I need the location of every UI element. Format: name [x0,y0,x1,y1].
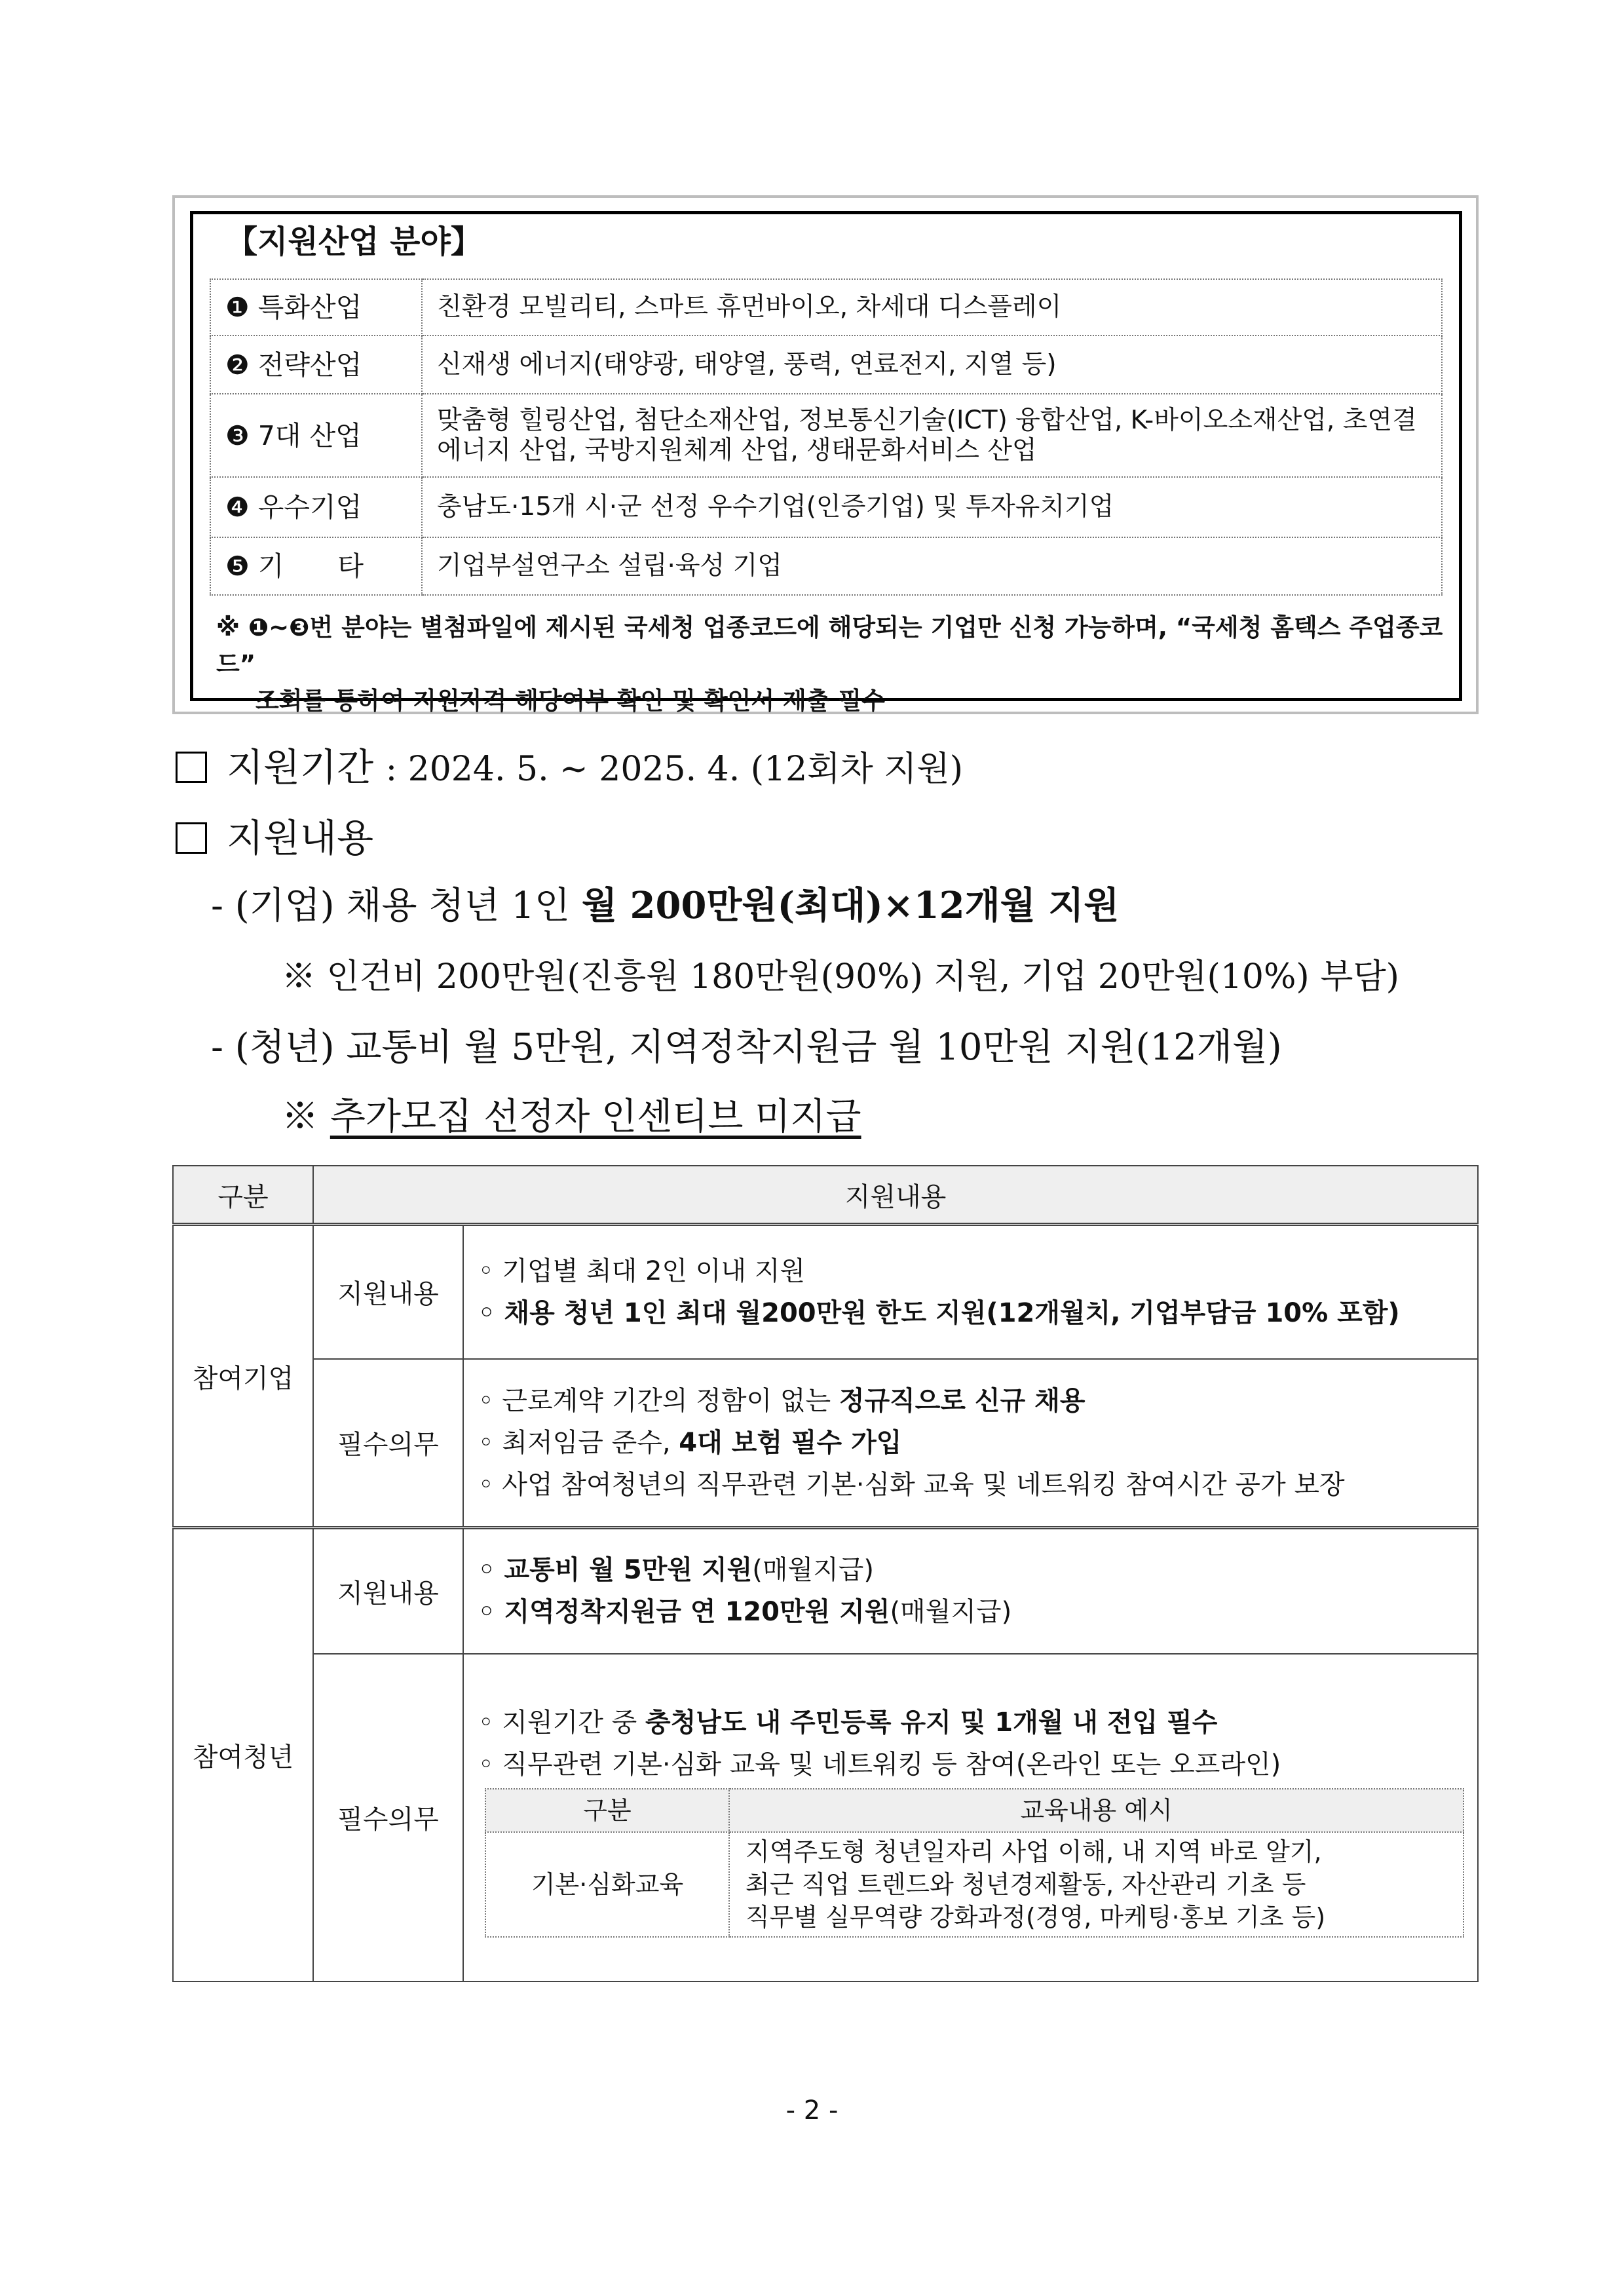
edu-line: 직무별 실무역량 강화과정(경영, 마케팅·홍보 기초 등) [746,1902,1326,1932]
company-duty-label: 필수의무 [313,1359,463,1528]
list-item-bold: 4대 보험 필수 가입 [679,1427,902,1458]
list-item-bold: 정규직으로 신규 채용 [839,1385,1086,1416]
table-row [173,1654,1478,1981]
list-item [478,1702,1468,1744]
company-duty-cell [463,1359,1478,1528]
company-category: 참여기업 [173,1225,313,1528]
youth-support-label: 지원내용 [313,1528,463,1654]
youth-note-text: 추가모집 선정자 인센티브 미지급 [330,1096,861,1138]
industry-desc: 맞춤형 힐링산업, 첨단소재산업, 정보통신기술(ICT) 융합산업, K-바이오소재산업, 초연결 에너지 산업, 국방지원체계 산업, 생태문화서비스 산업 [422,394,1442,477]
edu-header-category: 구분 [485,1789,729,1832]
period-value: : 2024. 5. ~ 2025. 4. (12회차 지원) [385,750,963,789]
content-heading [176,807,373,862]
content-label: 지원내용 [227,816,374,860]
list-item-text: (매월지급) [752,1555,875,1586]
industry-label: ❸ 7대 산업 [210,394,422,477]
youth-support-cell [463,1528,1478,1654]
company-support-bold: 월 200만원(최대)×12개월 지원 [581,884,1120,927]
edu-content [729,1832,1463,1937]
edu-line: 최근 직업 트렌드와 청년경제활동, 자산관리 기초 등 [746,1869,1306,1899]
list-item: ◦ 기업별 최대 2인 이내 지원 [478,1255,806,1286]
youth-support-line: - (청년) 교통비 월 5만원, 지역정착지원금 월 10만원 지원(12개월) [211,1026,1282,1069]
list-item-bold: ◦ 지역정착지원금 연 120만원 지원 [478,1597,890,1628]
industry-desc: 기업부설연구소 설립·육성 기업 [422,537,1442,595]
industry-desc: 신재생 에너지(태양광, 태양열, 풍력, 연료전지, 지열 등) [422,335,1442,394]
industry-label: ❺ 기 타 [210,537,422,595]
company-support-line [211,877,1120,929]
support-table-header [173,1166,1478,1225]
industry-row [210,394,1442,477]
industry-label: ❶ 특화산업 [210,279,422,335]
youth-category: 참여청년 [173,1528,313,1981]
list-item-text: (매월지급) [890,1597,1012,1628]
industry-title: 【지원산업 분야】 [226,223,482,260]
page-number: - 2 - [785,2095,839,2126]
list-item-bold: ◦ 교통비 월 5만원 지원 [478,1555,753,1586]
edu-category: 기본·심화교육 [485,1832,729,1937]
table-row [173,1528,1478,1654]
checkbox-square-icon [176,752,207,783]
support-table [172,1165,1479,1982]
industry-desc: 친환경 모빌리티, 스마트 휴먼바이오, 차세대 디스플레이 [422,279,1442,335]
youth-duty-cell [463,1654,1478,1981]
industry-note [216,609,1448,719]
list-item-text: ◦ 근로계약 기간의 정함이 없는 [478,1385,839,1416]
edu-header-content: 교육내용 예시 [729,1789,1463,1832]
period-heading [176,737,963,792]
industry-row [210,537,1442,595]
company-support-cell [463,1225,1478,1359]
youth-support-note [282,1088,861,1140]
table-row [173,1225,1478,1359]
company-support-note: ※ 인건비 200만원(진흥원 180만원(90%) 지원, 기업 20만원(10%) 부담) [282,957,1399,997]
company-support-prefix: - (기업) 채용 청년 1인 [211,885,582,927]
edu-line: 지역주도형 청년일자리 사업 이해, 내 지역 바로 알기, [746,1837,1322,1866]
list-item: ◦ 채용 청년 1인 최대 월200만원 한도 지원(12개월치, 기업부담금 10% 포함) [478,1297,1400,1328]
education-header [485,1789,1463,1832]
industry-table [210,278,1443,596]
list-item [478,1380,1465,1422]
table-row [173,1359,1478,1528]
header-category: 구분 [173,1166,313,1225]
checkbox-square-icon [176,822,207,854]
company-support-label: 지원내용 [313,1225,463,1359]
industry-note-line: 조회를 통하여 지원자격 해당여부 확인 및 확인서 제출 필수 [255,687,885,715]
industry-row [210,279,1442,335]
list-item-bold: 충청남도 내 주민등록 유지 및 1개월 내 전입 필수 [645,1707,1218,1738]
list-item: ◦ 직무관련 기본·심화 교육 및 네트워킹 등 참여(온라인 또는 오프라인) [478,1749,1281,1780]
list-item-text: ◦ 지원기간 중 [478,1707,645,1738]
industry-row [210,335,1442,394]
list-item: ◦ 사업 참여청년의 직무관련 기본·심화 교육 및 네트워킹 참여시간 공가 보장 [478,1469,1345,1500]
industry-note-line: ※ ❶~❸번 분야는 별첨파일에 제시된 국세청 업종코드에 해당되는 기업만 신청 가능하며, “국세청 홈텍스 주업종코드” [216,613,1443,678]
list-item-text: ◦ 최저임금 준수, [478,1427,679,1458]
youth-duty-label: 필수의무 [313,1654,463,1981]
industry-label: ❹ 우수기업 [210,477,422,537]
industry-row [210,477,1442,537]
period-label: 지원기간 [227,745,374,790]
header-content: 지원내용 [313,1166,1478,1225]
education-row [485,1832,1463,1937]
education-table [485,1788,1464,1938]
list-item [478,1591,1465,1633]
industry-desc: 충남도·15개 시·군 선정 우수기업(인증기업) 및 투자유치기업 [422,477,1442,537]
list-item [478,1549,1465,1591]
youth-note-mark: ※ [282,1096,330,1138]
industry-label: ❷ 전략산업 [210,335,422,394]
list-item [478,1422,1465,1464]
